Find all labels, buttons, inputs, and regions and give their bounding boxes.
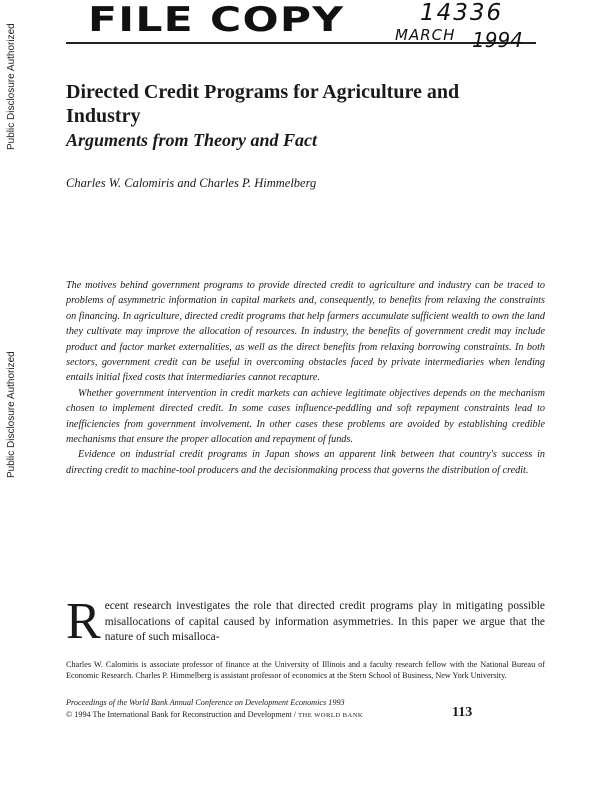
drop-cap: R bbox=[66, 593, 101, 650]
publisher-name: THE WORLD BANK bbox=[298, 712, 364, 719]
handwritten-report-number: 14336 bbox=[420, 0, 504, 26]
disclosure-watermark-top: Public Disclosure Authorized bbox=[6, 23, 17, 150]
page-number: 113 bbox=[452, 705, 473, 720]
abstract-paragraph: The motives behind government programs to provide directed credit to agriculture and industry can be traced to problems of asymmetric information in capital markets and, consequently, to benefits from relaxing the constraints on financing. In agriculture, directed credit programs that help farmers accumulate sufficient wealth to own the land they cultivate may improve the allocation of resources. In industry, the benefits of government credit may include product and factor market externalities, as well as the direct benefits from relaxing borrowing constraints. In both sectors, government credit can be useful in overcoming obstacles faced by private intermediaries when lending entails initial fixed costs that intermediaries cannot recapture. bbox=[66, 280, 545, 384]
abstract-paragraph: Whether government intervention in credit markets can achieve legitimate objectives depends on the mechanism chosen to implement directed credit. In some cases influence-peddling and soft repayment constraints lead to inefficiencies from government involvement. In other cases these problems are avoided by establishing credible mechanisms that ensure the proper allocation and repayment of funds. bbox=[66, 387, 545, 446]
body-paragraph bbox=[66, 593, 545, 650]
abstract-paragraph: Evidence on industrial credit programs in Japan shows an apparent link between that country's success in directing credit to machine-tool producers and the decisionmaking process that governs the distribution of credit. bbox=[66, 449, 545, 476]
body-text: ecent research investigates the role that directed credit programs play in mitigating possible misallocations of capital caused by information asymmetries. In this paper we argue that the nature of such misalloca- bbox=[104, 600, 545, 644]
file-copy-stamp: FILE COPY bbox=[88, 0, 345, 40]
proceedings-line: Proceedings of the World Bank Annual Conference on Development Economics 1993 bbox=[66, 698, 345, 707]
copyright-text: © 1994 The International Bank for Reconstruction and Development / bbox=[66, 710, 299, 719]
handwritten-year: 1994 bbox=[472, 28, 523, 52]
copyright-line bbox=[66, 710, 363, 719]
abstract bbox=[66, 278, 545, 478]
author-footnote: Charles W. Calomiris is associate professor of finance at the University of Illinois and a faculty research fellow with the National Bureau of Economic Research. Charles P. Himmelberg is assistant professor of economics at the Stern School of Business, New York University. bbox=[66, 660, 545, 681]
handwritten-month: MARCH bbox=[395, 26, 456, 44]
stamp-underline bbox=[66, 42, 536, 44]
disclosure-watermark-bottom: Public Disclosure Authorized bbox=[6, 351, 17, 478]
article-title: Directed Credit Programs for Agriculture and Industry bbox=[66, 81, 460, 127]
article-authors: Charles W. Calomiris and Charles P. Himmelberg bbox=[66, 176, 317, 190]
article-subtitle: Arguments from Theory and Fact bbox=[66, 130, 318, 150]
